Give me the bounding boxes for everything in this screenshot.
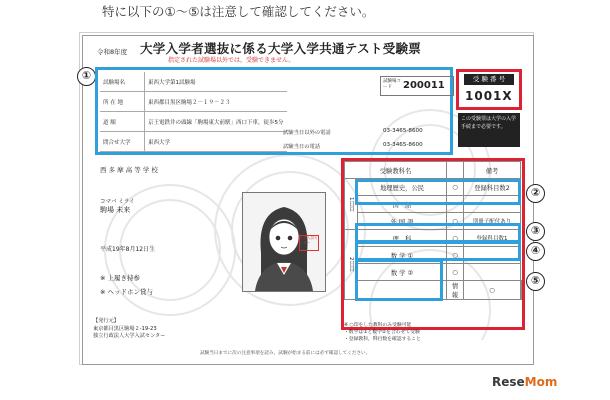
exam-number-label: 受 験 番 号 — [464, 74, 514, 85]
badge-3: ③ — [526, 222, 545, 241]
subject-name: 国 語 — [358, 196, 447, 213]
subject-note: 別冊子配付あり — [463, 213, 520, 230]
route-label: 道 順 — [100, 112, 145, 132]
table-row — [100, 132, 287, 152]
subject-name: 地理歴史，公民 — [358, 179, 447, 196]
contact-label: 問合せ大学 — [100, 132, 145, 152]
subject-notes — [344, 322, 421, 343]
venue-name-label: 試験場名 — [100, 72, 145, 92]
table-row — [100, 92, 287, 112]
venue-route: 京王電鉄井の頭線「駒場東大前駅」西口下車，徒歩5分 — [145, 112, 287, 132]
subject-note-line: ・数学は①と数学②を合わせて受験 — [344, 330, 420, 335]
fiscal-year: 令和8年度 — [97, 48, 128, 56]
badge-1: ① — [77, 67, 96, 86]
subject-mark: ○ — [446, 179, 463, 196]
issuer-block — [93, 318, 165, 341]
subject-name: 数 学 ② — [358, 264, 447, 281]
venue-code-box — [380, 76, 454, 96]
resemom-logo — [492, 375, 557, 389]
highlight-box-4 — [355, 241, 521, 261]
address-label: 所 在 地 — [100, 92, 145, 112]
subject-mark: ○ — [446, 230, 463, 247]
badge-4: ④ — [526, 242, 545, 261]
mark-column-header — [446, 162, 463, 179]
subject-mark: ○ — [463, 281, 520, 300]
birth-date: 平成19年8月12日生 — [100, 246, 156, 253]
day1-label: 1日目 — [345, 179, 358, 230]
highlight-box-3 — [355, 223, 521, 243]
subject-mark: ○ — [446, 213, 463, 230]
note-column-header: 備考 — [463, 162, 520, 179]
venue-info-table — [100, 72, 287, 152]
footer-note: 試験当日までに次の注意事項を読み，試験が始まる前には必ず確認してください。 — [200, 351, 371, 356]
exam-number: 1001X — [465, 89, 513, 103]
phone2: 03-3465-8600 — [383, 142, 423, 148]
venue-warning: 指定された試験場以外では，受験できません。 — [168, 57, 295, 64]
contact-university: 東西大学 — [145, 132, 287, 152]
badge-2: ② — [526, 184, 545, 203]
subject-note — [463, 264, 520, 281]
ticket-title: 大学入学者選抜に係る大学入学共通テスト受験票 — [140, 41, 422, 56]
subject-mark: ○ — [446, 247, 463, 264]
logo-text-main: Rese — [492, 375, 525, 389]
candidate-name: 駒場 未来 — [100, 206, 131, 214]
venue-code-label: 試験場コード — [383, 79, 401, 90]
subject-note: 登録科目数2 — [463, 179, 520, 196]
candidate-photo — [242, 192, 326, 292]
subject-mark: ○ — [446, 264, 463, 281]
day2-label: 2日目 — [345, 230, 358, 300]
table-row — [345, 162, 522, 179]
badge-5: ⑤ — [526, 272, 545, 291]
logo-text-accent: Mom — [524, 375, 558, 389]
subject-name: 外 国 語 — [358, 213, 447, 230]
subject-note-line: ※ ○印をした教科のみ受験可能 — [344, 323, 412, 328]
venue-name: 東西大学第1試験場 — [145, 72, 287, 92]
high-school-name: 西 多 摩 高 等 学 校 — [100, 166, 158, 174]
table-row — [100, 112, 287, 132]
photo-stamp: 大学入試センター — [299, 235, 319, 251]
name-kana: コマバ ミライ — [100, 199, 135, 205]
subject-mark: － — [446, 196, 463, 213]
subject-note-line: ・登録教科，科目数を確認すること — [344, 337, 421, 342]
phone1: 03-3465-8600 — [383, 128, 423, 134]
instruction-caption: 特に以下の①～⑤は注意して確認してください。 — [102, 4, 375, 19]
subject-note: 登録科目数1 — [463, 230, 520, 247]
subject-note — [520, 281, 521, 300]
venue-address: 東西都目黒区駒場２－１９－２３ — [145, 92, 287, 112]
phone2-label: 試験当日の電話 — [283, 144, 321, 150]
subject-name: 情 報 — [446, 281, 463, 300]
subject-name: 数 学 ① — [358, 247, 447, 264]
venue-code: 200011 — [403, 80, 445, 91]
phone1-label: 試験当日以外の電話 — [283, 130, 331, 136]
subject-column-header: 受験教科名 — [345, 162, 447, 179]
issuer-org: 独立行政法人大学入試センター — [93, 333, 166, 339]
exam-number-box — [456, 69, 522, 110]
issuer-address: 東京都目黒区駒場２-19-23 — [93, 325, 157, 332]
issuer-heading: 【発行元】 — [93, 318, 119, 324]
highlight-box-5 — [355, 259, 443, 301]
table-row — [100, 72, 287, 92]
rule-1: ※ 上履き持参 — [100, 274, 141, 282]
rule-2: ※ ヘッドホン貸与 — [100, 288, 154, 296]
keep-notice: この受験票は大学の入学手続まで必要です。 — [458, 113, 520, 147]
highlight-box-2 — [355, 179, 521, 205]
subject-name: 理 科 — [358, 230, 447, 247]
